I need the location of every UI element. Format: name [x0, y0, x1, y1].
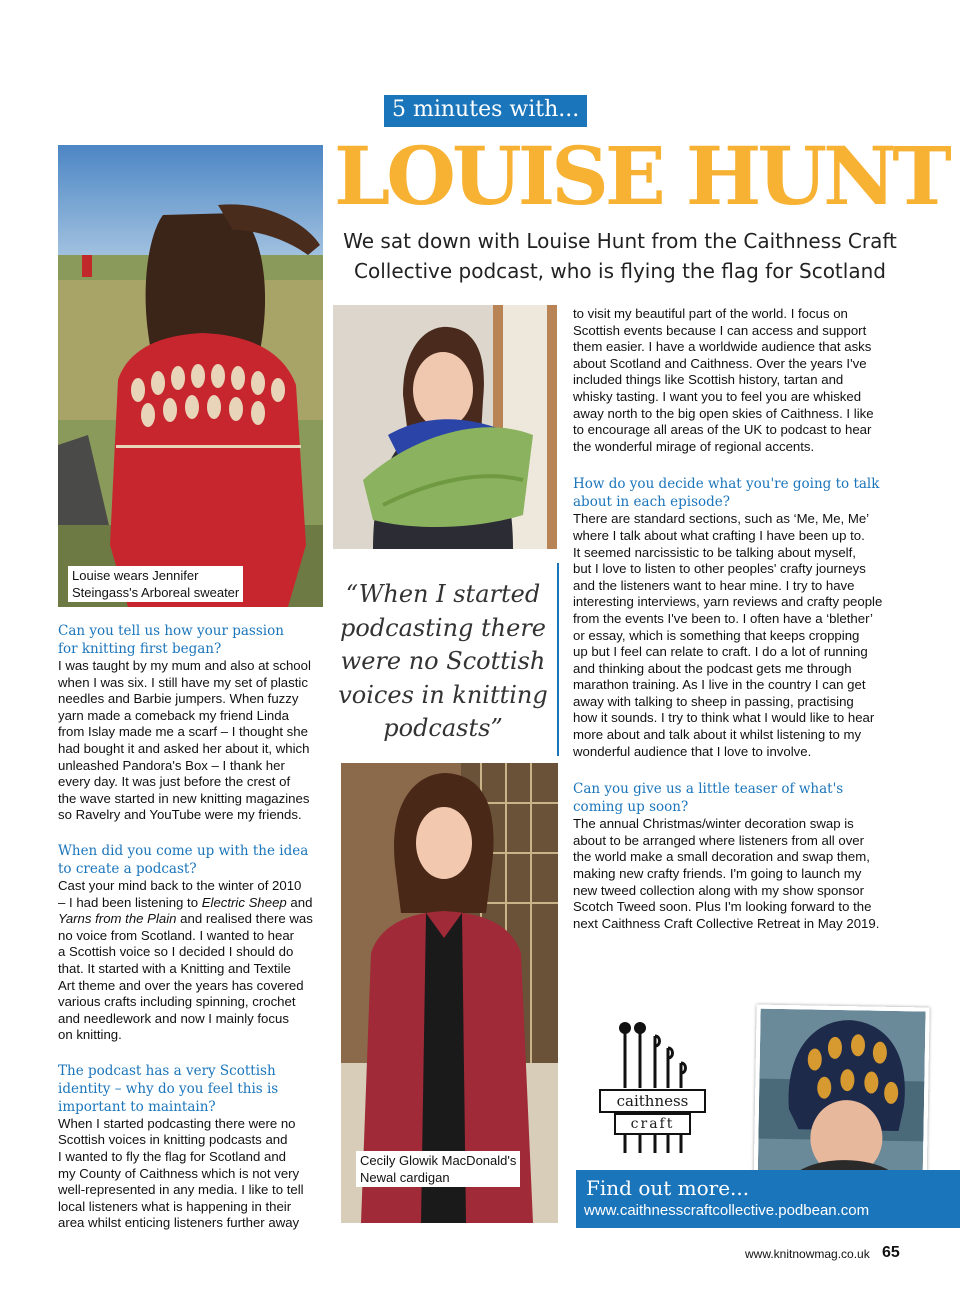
- page-number: 65: [882, 1244, 900, 1261]
- answer-paragraph: I was taught by my mum and also at school when I was six. I still have my set of plastic needles and Barbie jumpers. When fuzzy yarn made a comeback my friend Linda from Islay made me a scarf – I thought she had bought it and asked her about it, which unleashed Pandora's Box – I thank her every day. It was just before the crest of the wave started in new knitting magazines so Ravelry and YouTube were my friends.: [58, 658, 311, 823]
- standfirst: We sat down with Louise Hunt from the Caithness Craft Collective podcast, who is flying the flag for Scotland: [343, 229, 897, 283]
- find-out-more-title: Find out more...: [586, 1176, 750, 1200]
- answer-paragraph: The annual Christmas/winter decoration swap is about to be arranged where listeners from all over the world make a small decoration and swap them, making new crafty friends. I'm going to launch my new tweed collection along with my show sponsor Scotch Tweed soon. Plus I'm looking forward to the next Caithness Craft Collective Retreat in May 2019.: [573, 816, 880, 931]
- pull-quote: “When I started podcasting there were no Scottish voices in knitting podcasts”: [338, 580, 548, 742]
- logo-word-caithness: caithness: [616, 1092, 689, 1110]
- pull-quote-rule: [557, 563, 559, 756]
- answer-paragraph: When I started podcasting there were no Scottish voices in knitting podcasts and I wanted to fly the flag for Scotland and my County of Caithness which is not very well-represented in any media. I like to tell local listeners what is happening in their area whilst enticing listeners further away: [58, 1115, 304, 1231]
- question-heading: How do you decide what you're going to talk about in each episode?: [573, 476, 880, 511]
- question-heading: Can you tell us how your passion for knitting first began?: [58, 623, 284, 657]
- footer-site: www.knitnowmag.co.uk: [745, 1247, 870, 1261]
- sweater-photo: [58, 145, 323, 607]
- logo-word-craft: craft: [630, 1116, 675, 1132]
- question-heading: When did you come up with the idea to create a podcast?: [58, 842, 309, 877]
- sweater-caption: Louise wears Jennifer Steingass's Arboreal sweater: [68, 566, 243, 602]
- question-heading: Can you give us a little teaser of what's coming up soon?: [573, 781, 844, 816]
- question-heading: The podcast has a very Scottish identity – why do you feel this is important to maintain?: [58, 1062, 279, 1115]
- shawl-photo: [333, 305, 557, 549]
- answer-paragraph: Cast your mind back to the winter of 2010 – I had been listening to Electric Sheep and Yarns from the Plain and realised there was no voice from Scotland. I wanted to hear a Scottish voice so I decided I should do that. It started with a Knitting and Textile Art theme and over the years has covered various crafts including spinning, crochet and needlework and now I mainly focus on knitting.: [58, 877, 313, 1043]
- left-column: [58, 622, 333, 1232]
- section-kicker: 5 minutes with...: [384, 95, 587, 127]
- answer-paragraph: There are standard sections, such as ‘Me, Me, Me’ where I talk about what crafting I have been up to. It seemed narcissistic to be talking about myself, but I love to listen to other peoples' crafty journeys and the listeners want to hear mine. I try to have interesting interviews, yarn reviews and crafty people from the events I've been to. I often have a ‘blether’ or essay, which is something that keeps cropping up but I feel can relate to craft. I do a lot of running and thinking about the podcast gets me through marathon training. As I live in the country I can get away with talking to sheep in passing, practising how it sounds. I try to think what I would like to hear more about and talk about it whilst listening to my wonderful audience that I love to involve.: [573, 511, 883, 759]
- right-column: [573, 306, 913, 932]
- podcast-link[interactable]: www.caithnesscraftcollective.podbean.com: [584, 1202, 870, 1219]
- cardigan-caption: Cecily Glowik MacDonald's Newal cardigan: [356, 1151, 520, 1187]
- caithness-craft-logo: [595, 1018, 710, 1158]
- answer-paragraph: to visit my beautiful part of the world. I focus on Scottish events because I can access and support them easier. I have a worldwide audience that asks about Scotland and Caithness. Over the years I've included things like Scottish history, tartan and whisky tasting. I want you to feel you are whisked away north to the big open skies of Caithness. I like to encourage all areas of the UK to podcast to hear the wonderful mirage of regional accents.: [573, 306, 874, 454]
- article-title: LOUISE HUNT: [334, 129, 948, 223]
